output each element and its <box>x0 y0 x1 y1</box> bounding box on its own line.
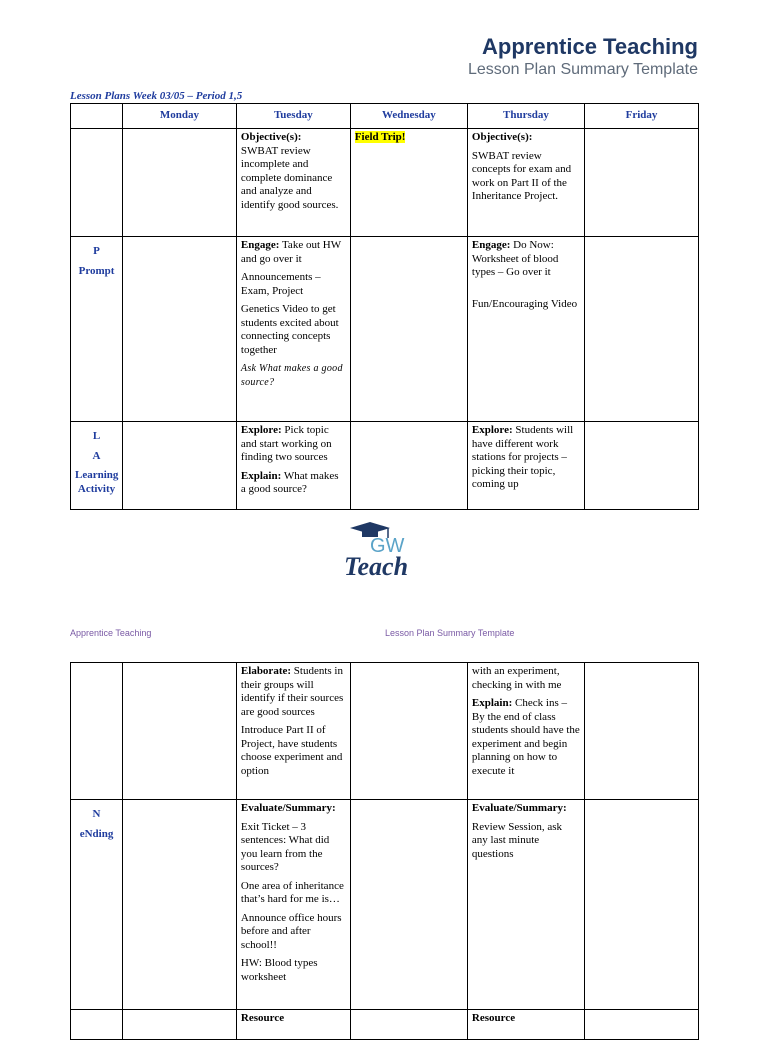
review-session-text: Review Session, ask any last minute questions <box>471 820 563 860</box>
announcements-text: Announcements – Exam, Project <box>240 271 321 297</box>
explain-text: Check ins – By the end of class students should have the experiment and begin planning on how to execute it <box>471 697 580 777</box>
day-header-tuesday: Tuesday <box>236 104 350 129</box>
prompt-label-cell <box>71 237 123 422</box>
resource-label: Resource <box>240 1012 285 1024</box>
explore-label: Explore: <box>471 424 513 436</box>
document-title: Apprentice Teaching <box>482 34 698 59</box>
learning-label-cell <box>71 422 123 510</box>
ending-wednesday <box>350 800 467 1010</box>
video-text: Genetics Video to get students excited about connecting concepts together <box>240 303 339 356</box>
prompt-tuesday <box>236 237 350 422</box>
logo-teach-text: Teach <box>344 552 409 580</box>
resource-label: Resource <box>471 1012 516 1024</box>
evaluate-label: Evaluate/Summary: <box>240 802 336 814</box>
inheritance-text: One area of inheritance that’s hard for me is… <box>240 879 344 905</box>
footer-left: Apprentice Teaching <box>70 628 152 638</box>
introduce-text: Introduce Part II of Project, have students choose experiment and option <box>240 724 343 777</box>
learning-letter-l: L <box>92 430 101 442</box>
ending-label-cell <box>71 800 123 1010</box>
exit-ticket-text: Exit Ticket – 3 sentences: What did you learn from the sources? <box>240 820 330 873</box>
resources-tuesday <box>236 1010 350 1040</box>
objectives-wednesday <box>350 129 467 237</box>
prompt-letter: P <box>93 245 100 257</box>
day-header-wednesday: Wednesday <box>350 104 467 129</box>
objectives-thursday <box>467 129 584 237</box>
explain-label: Explain: <box>471 697 513 709</box>
day-header-monday: Monday <box>123 104 237 129</box>
gw-teach-logo <box>330 520 440 580</box>
resources-row <box>71 1010 699 1040</box>
engage-label: Engage: <box>471 239 511 251</box>
ending-monday <box>123 800 237 1010</box>
explore-text: Pick topic and start working on finding two sources <box>240 424 332 463</box>
corner-cell <box>71 104 123 129</box>
day-header-friday: Friday <box>585 104 699 129</box>
document-subtitle: Lesson Plan Summary Template <box>467 61 698 78</box>
lesson-plan-table-page2 <box>70 662 699 1040</box>
lesson-plan-table-page1 <box>70 103 699 510</box>
footer-right: Lesson Plan Summary Template <box>385 628 515 638</box>
explore-label: Explore: <box>240 424 282 436</box>
prompt-row <box>71 237 699 422</box>
engage-label: Engage: <box>240 239 280 251</box>
learning-thursday <box>467 422 584 510</box>
prompt-friday <box>585 237 699 422</box>
homework-text: HW: Blood types worksheet <box>240 957 318 983</box>
learning-wednesday <box>350 422 467 510</box>
evaluate-label: Evaluate/Summary: <box>471 802 567 814</box>
resources-thursday <box>467 1010 584 1040</box>
learning-cont-thursday <box>467 663 584 800</box>
learning-letter-a: A <box>92 449 101 462</box>
objectives-label-cell <box>71 129 123 237</box>
office-hours-text: Announce office hours before and after school!! <box>240 911 342 951</box>
prompt-monday <box>123 237 237 422</box>
learning-cont-monday <box>123 663 237 800</box>
learning-cont-label-cell <box>71 663 123 800</box>
objective-text: SWBAT review concepts for exam and work on Part II of the Inheritance Project. <box>471 149 572 202</box>
ending-friday <box>585 800 699 1010</box>
elaborate-text: Students in their groups will identify if their sources are good sources <box>240 665 344 718</box>
objectives-friday <box>585 129 699 237</box>
ask-question-text: Ask What makes a good source? <box>240 363 343 388</box>
ending-letter: N <box>92 808 101 820</box>
prompt-wednesday <box>350 237 467 422</box>
explore-text: Students will have different work stations for projects – picking their topic, coming up <box>471 424 574 490</box>
week-label: Lesson Plans Week 03/05 – Period 1,5 <box>70 90 243 102</box>
video-text: Fun/Encouraging Video <box>471 297 578 310</box>
prompt-thursday <box>467 237 584 422</box>
learning-row <box>71 422 699 510</box>
resources-friday <box>585 1010 699 1040</box>
learning-cont-friday <box>585 663 699 800</box>
resources-wednesday <box>350 1010 467 1040</box>
prompt-word: Prompt <box>78 264 115 277</box>
learning-monday <box>123 422 237 510</box>
ending-row <box>71 800 699 1010</box>
learning-cont-row <box>71 663 699 800</box>
ending-tuesday <box>236 800 350 1010</box>
learning-cont-wednesday <box>350 663 467 800</box>
explain-text: What makes a good source? <box>240 469 339 495</box>
logo-gw-text: GW <box>370 535 405 557</box>
day-header-row <box>71 104 699 129</box>
learning-cont-tuesday <box>236 663 350 800</box>
resources-monday <box>123 1010 237 1040</box>
continued-text: with an experiment, checking in with me <box>471 665 562 691</box>
learning-word: Learning Activity <box>75 469 119 495</box>
ending-word: eNding <box>79 827 114 840</box>
objective-label: Objective(s): <box>471 131 533 143</box>
resources-label-cell <box>71 1010 123 1040</box>
objective-text: SWBAT review incomplete and complete dominance and analyze and identify good sources. <box>240 144 339 211</box>
engage-text: Do Now: Worksheet of blood types – Go over it <box>471 239 559 278</box>
elaborate-label: Elaborate: <box>240 665 292 677</box>
ending-thursday <box>467 800 584 1010</box>
field-trip-highlight: Field Trip! <box>354 131 406 143</box>
learning-friday <box>585 422 699 510</box>
objective-label: Objective(s): <box>240 131 302 143</box>
day-header-thursday: Thursday <box>467 104 584 129</box>
objectives-tuesday <box>236 129 350 237</box>
explain-label: Explain: <box>240 469 282 482</box>
objectives-row <box>71 129 699 237</box>
objectives-monday <box>123 129 237 237</box>
learning-tuesday <box>236 422 350 510</box>
engage-text: Take out HW and go over it <box>240 239 341 265</box>
